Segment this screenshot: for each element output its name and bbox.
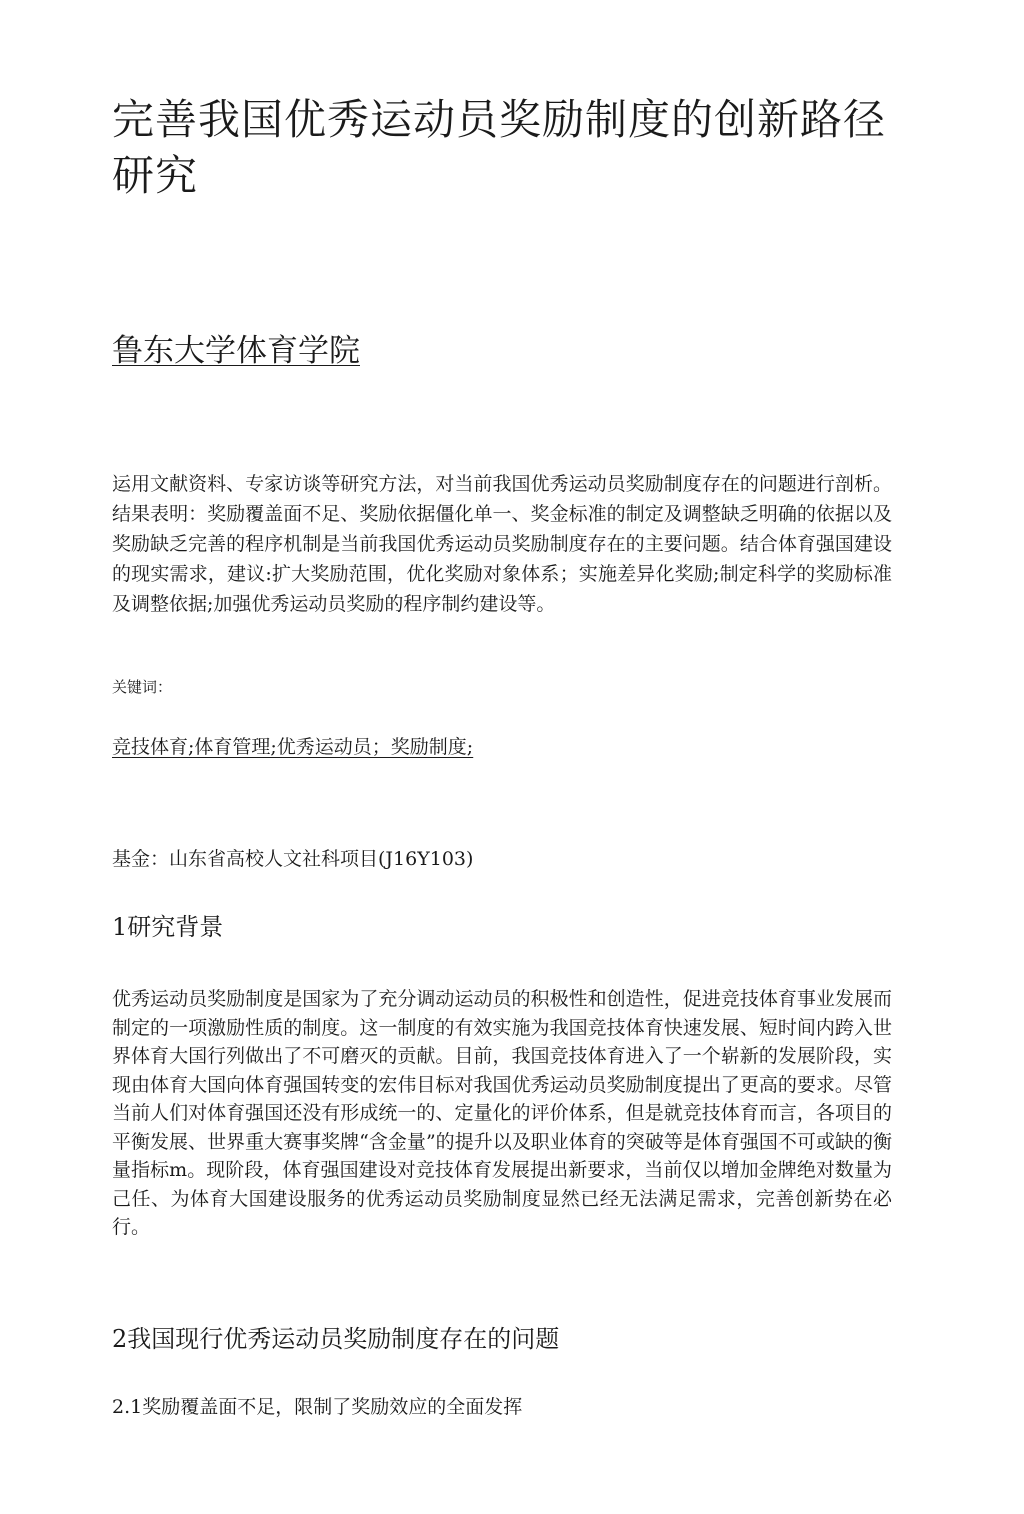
section-body-background: 优秀运动员奖励制度是国家为了充分调动运动员的积极性和创造性，促进竞技体育事业发展而制定的一项激励性质的制度。这一制度的有效实施为我国竞技体育快速发展、短时间内跨入世界体育大国行列做出了不可磨灭的贡献。目前，我国竞技体育进入了一个崭新的发展阶段，实现由体育大国向体育强国转变的宏伟目标对我国优秀运动员奖励制度提出了更高的要求。尽管当前人们对体育强国还没有形成统一的、定量化的评价体系，但是就竞技体育而言，各项目的平衡发展、世界重大赛事奖牌“含金量”的提升以及职业体育的突破等是体育强国不可或缺的衡量指标m。现阶段，体育强国建设对竞技体育发展提出新要求，当前仅以增加金牌绝对数量为己任、为体育大国建设服务的优秀运动员奖励制度显然已经无法满足需求，完善创新势在必行。 [112,988,892,1238]
subsection-heading-coverage: 2.1奖励覆盖面不足，限制了奖励效应的全面发挥 [112,1396,523,1418]
fund-info: 基金：山东省高校人文社科项目(J16Y103) [112,848,474,870]
keywords-link[interactable]: 竞技体育;体育管理;优秀运动员；奖励制度; [112,736,474,758]
document-title: 完善我国优秀运动员奖励制度的创新路径研究 [112,95,887,200]
abstract-paragraph: 运用文献资料、专家访谈等研究方法，对当前我国优秀运动员奖励制度存在的问题进行剖析。结果表明：奖励覆盖面不足、奖励依据僵化单一、奖金标准的制定及调整缺乏明确的依据以及奖励缺乏完善的程序机制是当前我国优秀运动员奖励制度存在的主要问题。结合体育强国建设的现实需求，建议:扩大奖励范围，优化奖励对象体系；实施差异化奖励;制定科学的奖励标准及调整依据;加强优秀运动员奖励的程序制约建设等。 [112,473,892,615]
section-heading-background: 1研究背景 [112,913,224,941]
section-heading-problems: 2我国现行优秀运动员奖励制度存在的问题 [112,1325,560,1353]
keywords-label: 关键词： [112,678,173,696]
author-affiliation[interactable]: 鲁东大学体育学院 [112,333,360,369]
